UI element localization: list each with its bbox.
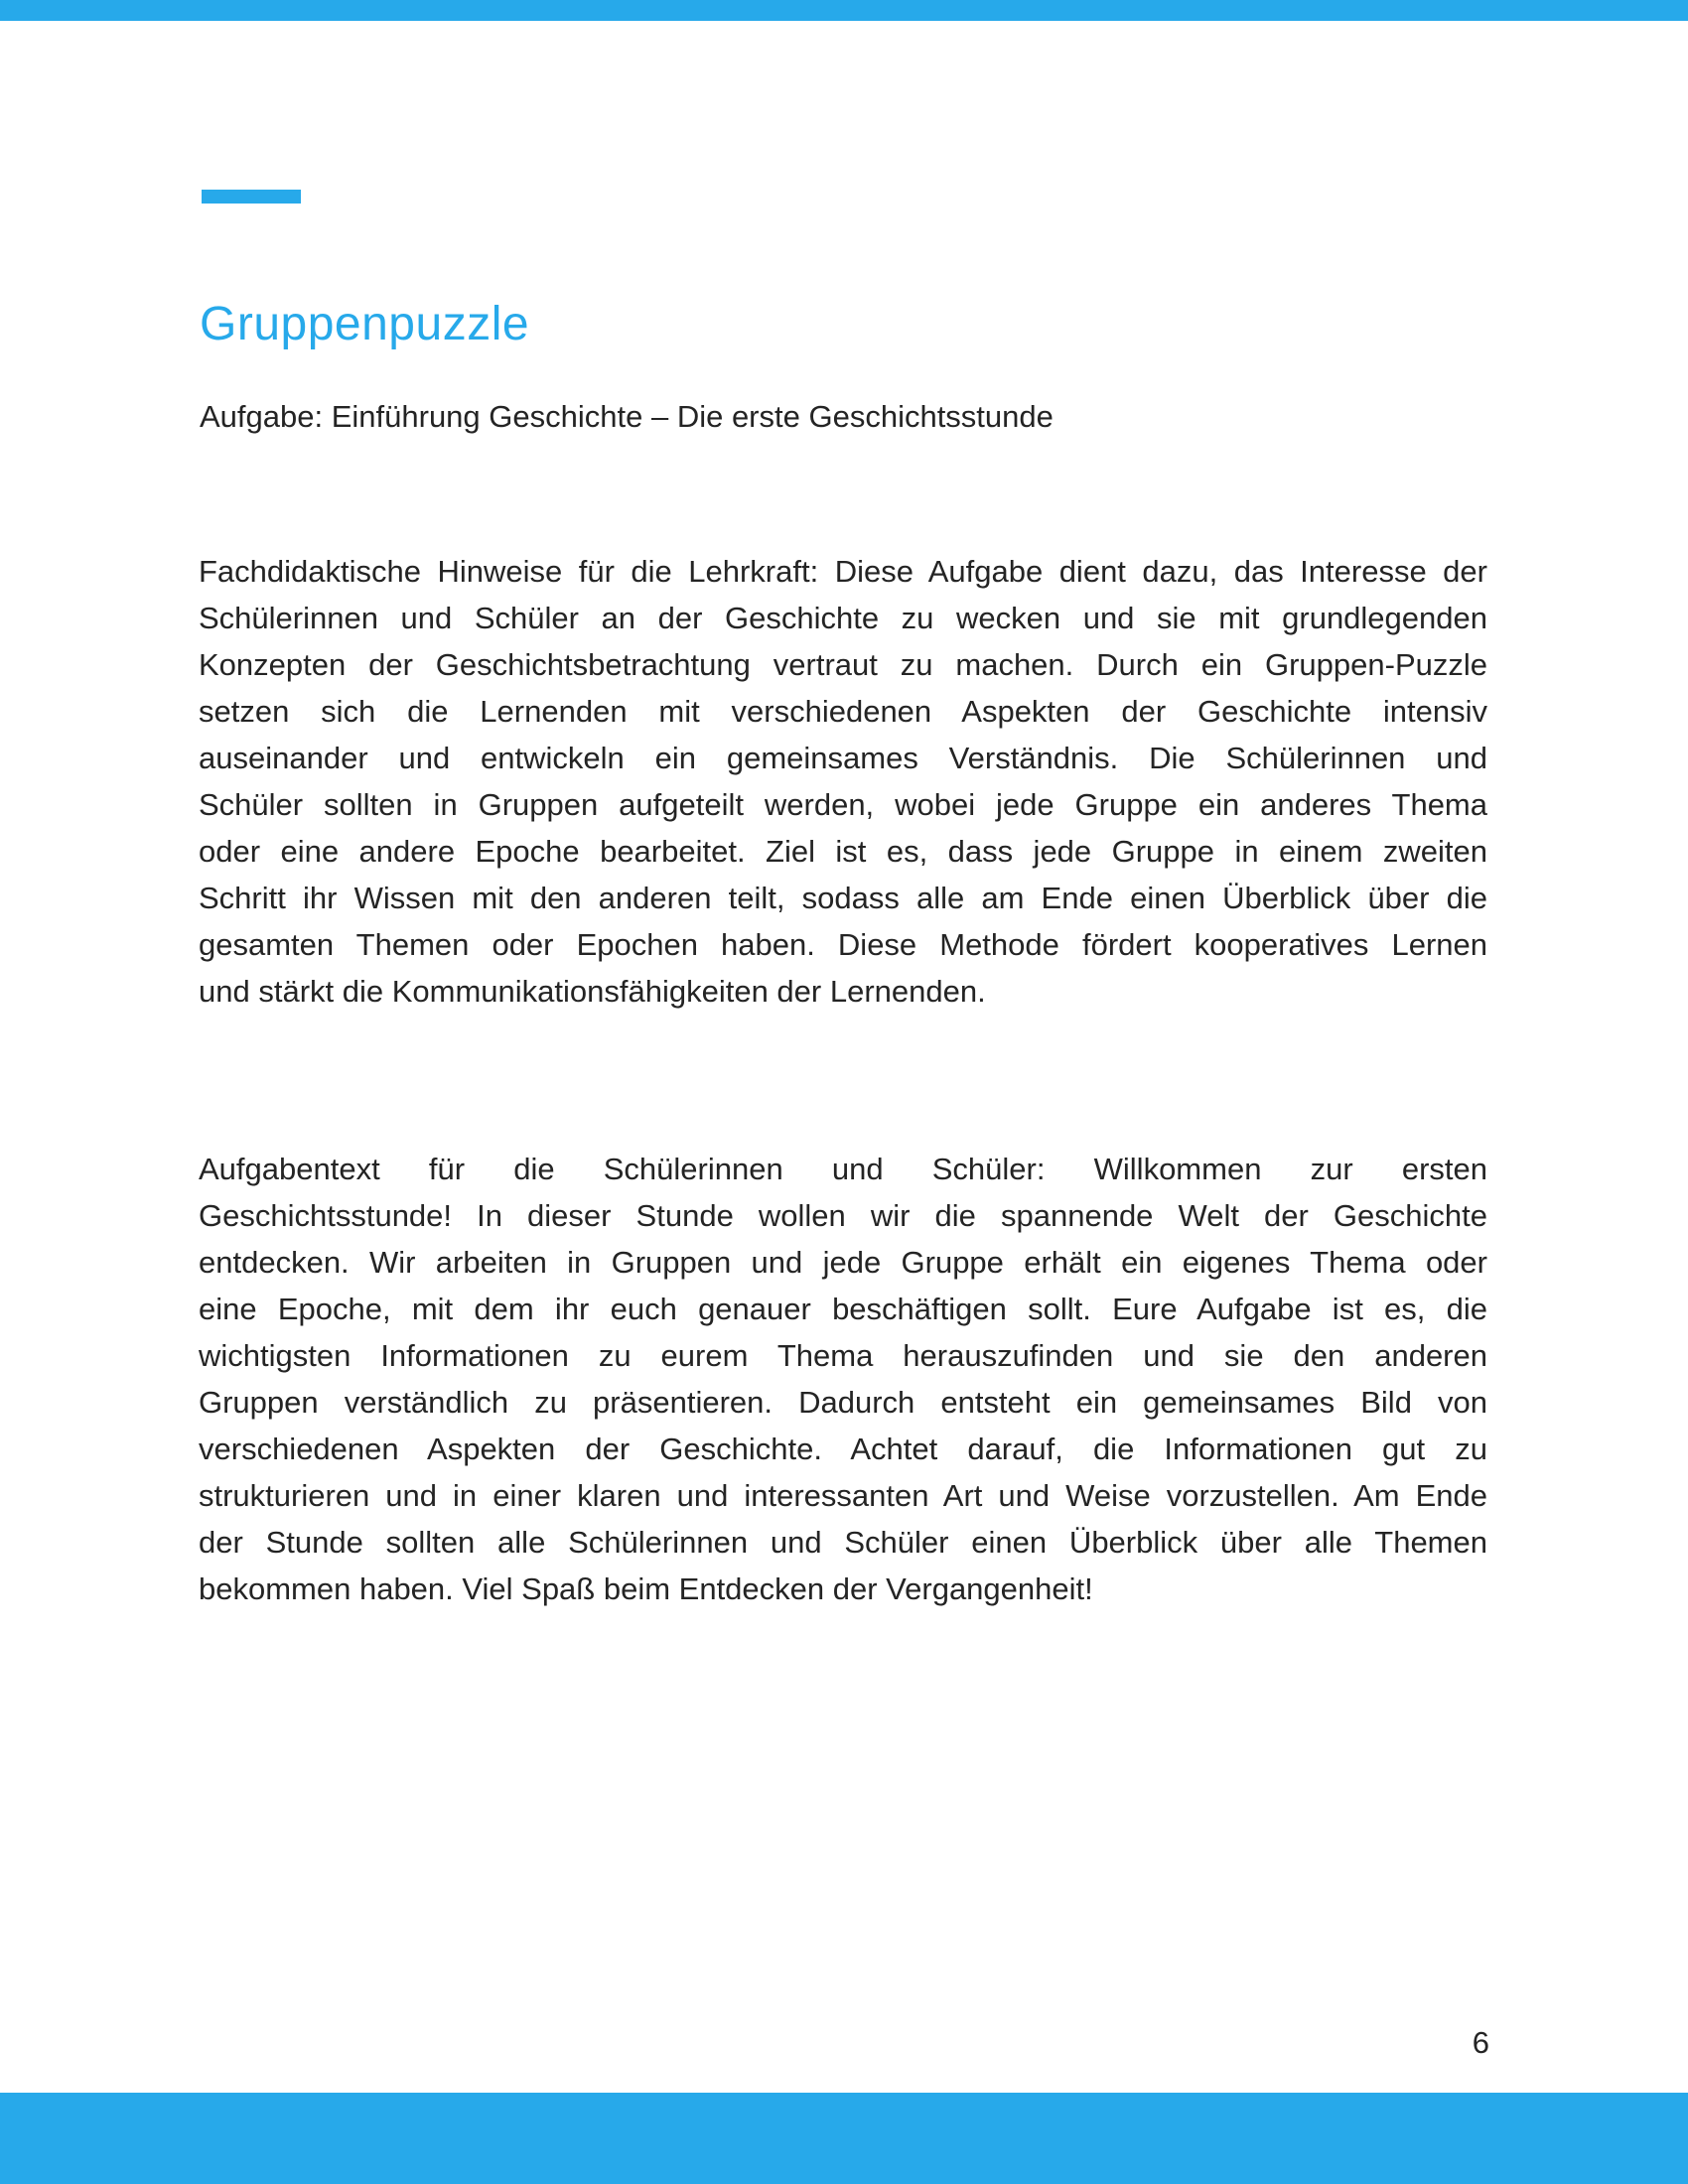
accent-dash bbox=[202, 190, 301, 204]
paragraph-line: Schritt ihr Wissen mit den anderen teilt, sodass alle am Ende einen Überblick über die bbox=[199, 881, 1487, 915]
paragraph-line: wichtigsten Informationen zu eurem Thema herauszufinden und sie den anderen bbox=[199, 1338, 1487, 1373]
page-title: Gruppenpuzzle bbox=[200, 298, 530, 350]
top-accent-bar bbox=[0, 0, 1688, 21]
paragraph-line: gesamten Themen oder Epochen haben. Diese Methode fördert kooperatives Lernen bbox=[199, 927, 1487, 962]
paragraph-line: der Stunde sollten alle Schülerinnen und Schüler einen Überblick über alle Themen bbox=[199, 1525, 1487, 1560]
paragraph-line: eine Epoche, mit dem ihr euch genauer beschäftigen sollt. Eure Aufgabe ist es, die bbox=[199, 1292, 1487, 1326]
paragraph-line: Schüler sollten in Gruppen aufgeteilt werden, wobei jede Gruppe ein anderes Thema bbox=[199, 787, 1487, 822]
paragraph-line: verschiedenen Aspekten der Geschichte. Achtet darauf, die Informationen gut zu bbox=[199, 1432, 1487, 1466]
page-number: 6 bbox=[1472, 2025, 1489, 2060]
bottom-accent-bar bbox=[0, 2093, 1688, 2184]
teacher-notes-paragraph bbox=[199, 548, 1487, 1015]
paragraph-line: Aufgabentext für die Schülerinnen und Schüler: Willkommen zur ersten bbox=[199, 1152, 1487, 1186]
paragraph-line: Gruppen verständlich zu präsentieren. Dadurch entsteht ein gemeinsames Bild von bbox=[199, 1385, 1487, 1420]
student-task-paragraph bbox=[199, 1146, 1487, 1612]
paragraph-line: strukturieren und in einer klaren und interessanten Art und Weise vorzustellen. Am Ende bbox=[199, 1478, 1487, 1513]
paragraph-line: Fachdidaktische Hinweise für die Lehrkraft: Diese Aufgabe dient dazu, das Interesse der bbox=[199, 554, 1487, 589]
paragraph-line: auseinander und entwickeln ein gemeinsames Verständnis. Die Schülerinnen und bbox=[199, 741, 1487, 775]
paragraph-line: setzen sich die Lernenden mit verschiedenen Aspekten der Geschichte intensiv bbox=[199, 694, 1487, 729]
paragraph-line: und stärkt die Kommunikationsfähigkeiten der Lernenden. bbox=[199, 974, 986, 1009]
paragraph-line: Schülerinnen und Schüler an der Geschichte zu wecken und sie mit grundlegenden bbox=[199, 601, 1487, 635]
paragraph-line: oder eine andere Epoche bearbeitet. Ziel ist es, dass jede Gruppe in einem zweiten bbox=[199, 834, 1487, 869]
paragraph-line: Konzepten der Geschichtsbetrachtung vertraut zu machen. Durch ein Gruppen-Puzzle bbox=[199, 647, 1487, 682]
paragraph-line: entdecken. Wir arbeiten in Gruppen und jede Gruppe erhält ein eigenes Thema oder bbox=[199, 1245, 1487, 1280]
paragraph-line: bekommen haben. Viel Spaß beim Entdecken der Vergangenheit! bbox=[199, 1571, 1093, 1606]
paragraph-line: Geschichtsstunde! In dieser Stunde wollen wir die spannende Welt der Geschichte bbox=[199, 1198, 1487, 1233]
task-subtitle: Aufgabe: Einführung Geschichte – Die erste Geschichtsstunde bbox=[200, 399, 1054, 434]
